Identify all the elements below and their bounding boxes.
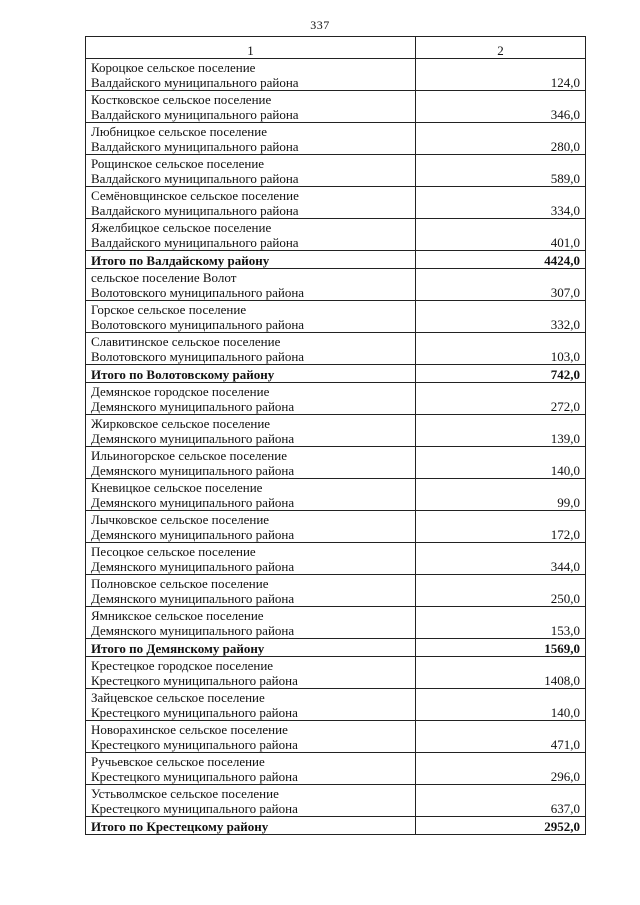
settlement-name — [86, 219, 416, 251]
settlement-value: 153,0 — [416, 607, 586, 639]
settlement-value: 124,0 — [416, 59, 586, 91]
settlement-value: 250,0 — [416, 575, 586, 607]
settlement-value: 332,0 — [416, 301, 586, 333]
table-row — [86, 753, 586, 785]
settlement-name — [86, 657, 416, 689]
settlement-name — [86, 123, 416, 155]
settlement-name-line1: Устьволмское сельское поселение — [91, 786, 279, 801]
table-row — [86, 123, 586, 155]
settlement-name — [86, 753, 416, 785]
settlement-name-line1: Рощинское сельское поселение — [91, 156, 265, 171]
settlement-name-line1: Жирковское сельское поселение — [91, 416, 271, 431]
settlement-name-line2: Демянского муниципального района — [91, 399, 295, 414]
settlement-name-line2: Валдайского муниципального района — [91, 203, 299, 218]
settlement-name-line1: Костковское сельское поселение — [91, 92, 272, 107]
settlement-name-line1: Новорахинское сельское поселение — [91, 722, 288, 737]
settlement-name-line2: Крестецкого муниципального района — [91, 705, 298, 720]
settlement-value: 296,0 — [416, 753, 586, 785]
settlement-value: 401,0 — [416, 219, 586, 251]
settlement-name-line1: Песоцкое сельское поселение — [91, 544, 256, 559]
settlement-name-line1: Ильиногорское сельское поселение — [91, 448, 287, 463]
settlement-name — [86, 301, 416, 333]
table-row — [86, 479, 586, 511]
settlement-value: 280,0 — [416, 123, 586, 155]
table-row — [86, 543, 586, 575]
column-header-1: 1 — [86, 37, 416, 59]
table-header-row — [86, 37, 586, 59]
settlement-name — [86, 187, 416, 219]
settlement-name-line1: Лычковское сельское поселение — [91, 512, 270, 527]
settlement-name-line1: Любницкое сельское поселение — [91, 124, 267, 139]
settlement-name-line1: Короцкое сельское поселение — [91, 60, 256, 75]
district-total-row — [86, 365, 586, 383]
settlement-value: 140,0 — [416, 689, 586, 721]
district-total-label: Итого по Демянскому району — [86, 639, 416, 657]
settlement-name-line2: Крестецкого муниципального района — [91, 737, 298, 752]
settlement-value: 1408,0 — [416, 657, 586, 689]
settlement-value: 103,0 — [416, 333, 586, 365]
settlement-name-line2: Демянского муниципального района — [91, 431, 295, 446]
settlement-name-line1: Кневицкое сельское поселение — [91, 480, 263, 495]
district-total-row — [86, 817, 586, 835]
settlement-name — [86, 415, 416, 447]
settlement-name — [86, 269, 416, 301]
settlement-value: 589,0 — [416, 155, 586, 187]
settlement-name-line2: Валдайского муниципального района — [91, 235, 299, 250]
settlement-value: 140,0 — [416, 447, 586, 479]
table-row — [86, 301, 586, 333]
settlement-value: 307,0 — [416, 269, 586, 301]
settlement-name-line2: Крестецкого муниципального района — [91, 801, 298, 816]
district-total-row — [86, 639, 586, 657]
settlement-name-line1: Зайцевское сельское поселение — [91, 690, 265, 705]
table-row — [86, 187, 586, 219]
district-total-value: 4424,0 — [416, 251, 586, 269]
allocation-table — [85, 36, 586, 835]
district-total-label: Итого по Крестецкому району — [86, 817, 416, 835]
settlement-name-line2: Валдайского муниципального района — [91, 139, 299, 154]
table-row — [86, 383, 586, 415]
settlement-name-line1: Славитинское сельское поселение — [91, 334, 281, 349]
table-row — [86, 269, 586, 301]
settlement-name-line2: Демянского муниципального района — [91, 591, 295, 606]
table-row — [86, 575, 586, 607]
table-row — [86, 689, 586, 721]
settlement-name-line1: Полновское сельское поселение — [91, 576, 269, 591]
settlement-name-line2: Валдайского муниципального района — [91, 107, 299, 122]
district-total-value: 1569,0 — [416, 639, 586, 657]
settlement-name — [86, 511, 416, 543]
table-row — [86, 155, 586, 187]
settlement-name-line2: Крестецкого муниципального района — [91, 673, 298, 688]
settlement-name-line1: Демянское городское поселение — [91, 384, 270, 399]
settlement-name-line2: Демянского муниципального района — [91, 527, 295, 542]
settlement-name-line1: сельское поселение Волот — [91, 270, 237, 285]
settlement-name-line2: Демянского муниципального района — [91, 495, 295, 510]
settlement-name-line1: Ямникское сельское поселение — [91, 608, 264, 623]
column-header-2: 2 — [416, 37, 586, 59]
settlement-value: 471,0 — [416, 721, 586, 753]
table-row — [86, 219, 586, 251]
settlement-name — [86, 689, 416, 721]
settlement-name — [86, 91, 416, 123]
settlement-name — [86, 607, 416, 639]
table-body — [86, 59, 586, 835]
settlement-name-line1: Ручьевское сельское поселение — [91, 754, 265, 769]
settlement-name-line2: Крестецкого муниципального района — [91, 769, 298, 784]
settlement-name-line1: Яжелбицкое сельское поселение — [91, 220, 272, 235]
settlement-name — [86, 155, 416, 187]
table-row — [86, 721, 586, 753]
settlement-name — [86, 59, 416, 91]
settlement-name — [86, 575, 416, 607]
settlement-value: 344,0 — [416, 543, 586, 575]
table-row — [86, 785, 586, 817]
settlement-name-line2: Демянского муниципального района — [91, 623, 295, 638]
page-number: 337 — [310, 18, 330, 32]
table-row — [86, 607, 586, 639]
settlement-value: 272,0 — [416, 383, 586, 415]
settlement-value: 99,0 — [416, 479, 586, 511]
settlement-name — [86, 479, 416, 511]
settlement-value: 139,0 — [416, 415, 586, 447]
district-total-value: 742,0 — [416, 365, 586, 383]
settlement-value: 637,0 — [416, 785, 586, 817]
settlement-value: 346,0 — [416, 91, 586, 123]
settlement-name-line2: Валдайского муниципального района — [91, 171, 299, 186]
table-row — [86, 511, 586, 543]
settlement-name-line1: Крестецкое городское поселение — [91, 658, 274, 673]
table-row — [86, 91, 586, 123]
settlement-name — [86, 785, 416, 817]
table-row — [86, 657, 586, 689]
district-total-label: Итого по Валдайскому району — [86, 251, 416, 269]
district-total-value: 2952,0 — [416, 817, 586, 835]
district-total-label: Итого по Волотовскому району — [86, 365, 416, 383]
settlement-name — [86, 543, 416, 575]
settlement-name-line2: Волотовского муниципального района — [91, 285, 305, 300]
settlement-name — [86, 383, 416, 415]
settlement-name — [86, 721, 416, 753]
table-row — [86, 59, 586, 91]
settlement-name-line2: Волотовского муниципального района — [91, 349, 305, 364]
settlement-name — [86, 333, 416, 365]
settlement-name — [86, 447, 416, 479]
table-row — [86, 447, 586, 479]
table-row — [86, 333, 586, 365]
settlement-name-line2: Демянского муниципального района — [91, 463, 295, 478]
settlement-name-line2: Демянского муниципального района — [91, 559, 295, 574]
settlement-name-line2: Волотовского муниципального района — [91, 317, 305, 332]
settlement-name-line1: Семёновщинское сельское поселение — [91, 188, 299, 203]
settlement-value: 172,0 — [416, 511, 586, 543]
settlement-name-line2: Валдайского муниципального района — [91, 75, 299, 90]
settlement-value: 334,0 — [416, 187, 586, 219]
district-total-row — [86, 251, 586, 269]
settlement-name-line1: Горское сельское поселение — [91, 302, 247, 317]
table-row — [86, 415, 586, 447]
